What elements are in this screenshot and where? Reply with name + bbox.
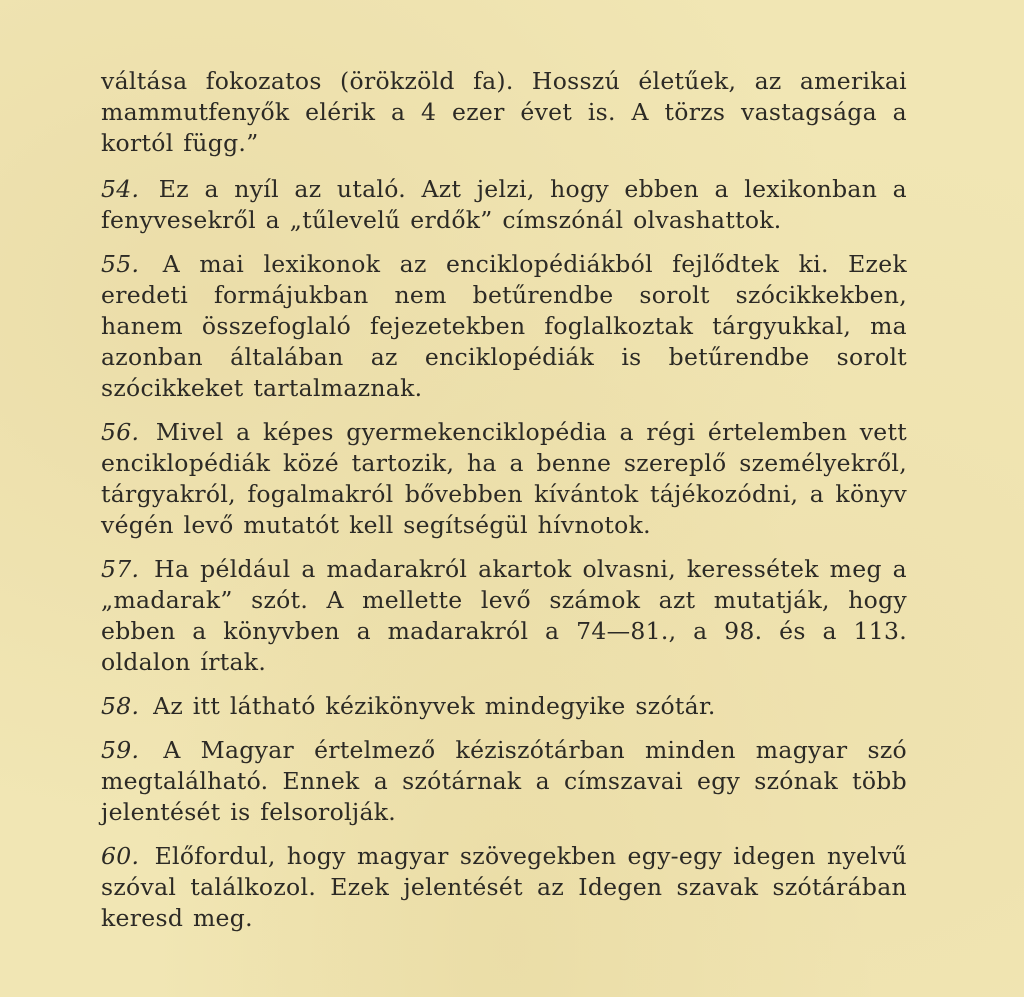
paragraph-text: Ha például a madarakról akartok olvasni, keressétek meg a „madarak” szót. A mellette levő számok azt mutatják, hogy ebben a könyvben a madarakról a 74—81., a 98. és a 113. oldalon írtak. [101,555,907,676]
text-column [101,66,907,947]
paragraph-number: 58. [101,692,140,720]
paragraph-number: 54. [101,175,140,203]
paragraph-text: Ez a nyíl az utaló. Azt jelzi, hogy ebben a lexikonban a fenyvesekről a „tűlevelű erdők” címszónál olvashattok. [101,175,907,234]
paragraph-54 [101,174,907,236]
paragraph-text: Mivel a képes gyermekenciklopédia a régi értelemben vett enciklopédiák közé tartozik, ha a benne szereplő személyekről, tárgyakról, fogalmakról bővebben kívántok tájékozódni, a könyv végén levő mutatót kell segítségül hívnotok. [101,418,907,539]
paragraph-text: váltása fokozatos (örökzöld fa). Hosszú életűek, az amerikai mammutfenyők elérik a 4 ezer évet is. A törzs vastagsága a kortól függ.” [101,67,907,157]
paragraph-number: 57. [101,555,140,583]
paragraph-number: 60. [101,842,140,870]
paragraph-56 [101,417,907,541]
paragraph-number: 56. [101,418,140,446]
paragraph-number: 59. [101,736,140,764]
paragraph-number: 55. [101,250,140,278]
paragraph-text: Az itt látható kézikönyvek mindegyike szótár. [153,692,716,720]
paragraph-text: Előfordul, hogy magyar szövegekben egy-egy idegen nyelvű szóval találkozol. Ezek jelentését az Idegen szavak szótárában keresd meg. [101,842,907,932]
paragraph-57 [101,554,907,678]
paragraph-text: A mai lexikonok az enciklopédiákból fejlődtek ki. Ezek eredeti formájukban nem betűrendbe sorolt szócikkekben, hanem összefoglaló fejezetekben foglalkoztak tárgyukkal, ma azonban általában az enciklopédiák is betűrendbe sorolt szócikkeket tartalmaznak. [101,250,907,402]
paragraph-60 [101,841,907,934]
paragraph-59 [101,735,907,828]
paragraph-text: A Magyar értelmező kéziszótárban minden magyar szó megtalálható. Ennek a szótárnak a címszavai egy szónak több jelentését is felsorolják. [101,736,907,826]
paragraph-55 [101,249,907,404]
paragraph-continuation [101,66,907,159]
paragraph-58 [101,691,907,722]
